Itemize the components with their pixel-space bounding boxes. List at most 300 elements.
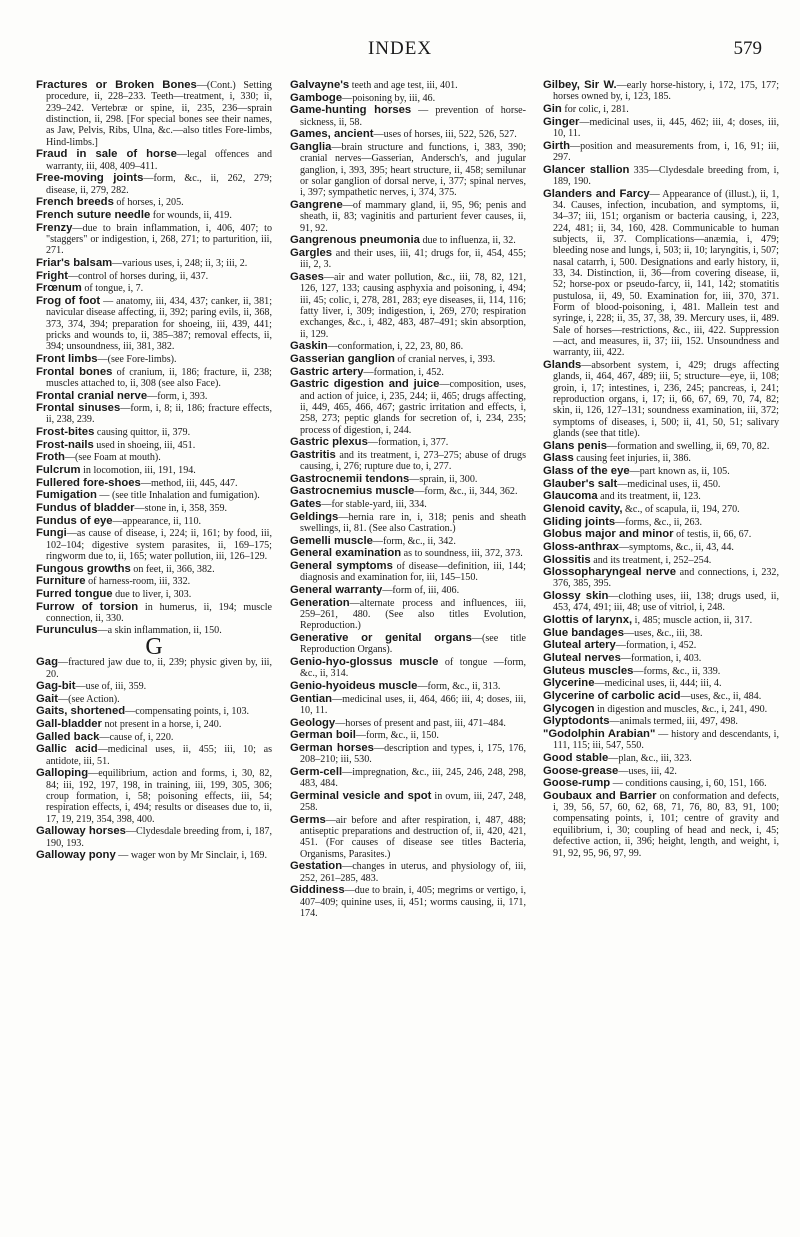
index-entry — [36, 149, 272, 172]
entry-headword: General symptoms — [290, 559, 393, 572]
index-entry — [36, 354, 272, 365]
entry-headword: Girth — [543, 139, 570, 152]
entry-references: —control of horses during, ii, 437. — [68, 270, 209, 282]
entry-references: —form, &c., ii, 150. — [355, 730, 439, 742]
entry-references: —stone in, i, 358, 359. — [134, 502, 228, 514]
entry-headword: Generative or genital organs — [290, 631, 472, 644]
entry-headword: Glycerine of carbolic acid — [543, 689, 681, 702]
entry-headword: Genio-hyoideus muscle — [290, 679, 418, 692]
index-entry — [543, 753, 779, 764]
entry-references: —uses, iii, 42. — [618, 765, 677, 777]
entry-references: —description and types, i, 175, 176, 208–210; iii, 530. — [300, 742, 526, 766]
entry-references: in locomotion, iii, 191, 194. — [80, 465, 196, 477]
entry-headword: Generation — [290, 596, 350, 609]
entry-references: —sprain, ii, 300. — [409, 473, 478, 485]
entry-headword: Gasserian ganglion — [290, 352, 395, 365]
entry-headword: Gag-bit — [36, 680, 76, 693]
index-entry — [543, 778, 779, 789]
index-entry — [36, 283, 272, 294]
entry-references: —horses of present and past, iii, 471–484. — [335, 717, 506, 729]
entry-headword: Furniture — [36, 575, 86, 588]
entry-references: —form, &c., ii, 313. — [417, 680, 501, 692]
entry-references: and connections, i, 232, 376, 385, 395. — [553, 567, 779, 590]
entry-references: —changes in uterus, and physiology of, iii, 252, 261–285, 483. — [300, 861, 526, 884]
entry-headword: Glue bandages — [543, 626, 624, 639]
entry-headword: Glycerine — [543, 677, 595, 690]
index-entry — [543, 729, 779, 752]
index-entry — [543, 542, 779, 553]
entry-headword: Glossy skin — [543, 590, 609, 603]
index-entry — [36, 403, 272, 426]
entry-headword: Free-moving joints — [36, 172, 144, 185]
index-entry — [543, 704, 779, 715]
index-entry — [36, 681, 272, 692]
entry-references: —(see title Reproduction Organs). — [300, 632, 526, 656]
index-entry — [543, 691, 779, 702]
entry-headword: Gastric artery — [290, 365, 364, 378]
entry-headword: Furred tongue — [36, 587, 113, 600]
entry-headword: Gates — [290, 498, 322, 511]
index-entry — [290, 767, 526, 790]
entry-references: due to liver, i, 303. — [112, 588, 192, 600]
entry-headword: Fungi — [36, 527, 67, 540]
entry-headword: Glenoid cavity, — [543, 502, 623, 515]
entry-headword: Giddiness — [290, 884, 345, 897]
index-entry — [543, 479, 779, 490]
entry-references: —Clydesdale breeding from, i, 187, 190, 193. — [46, 826, 272, 849]
entry-references: &c., of scapula, ii, 194, 270. — [622, 503, 740, 515]
entry-references: —a skin inflammation, ii, 150. — [97, 625, 222, 637]
entry-references: —medicinal uses, ii, 464, 466; iii, 4; doses, iii, 10, 11. — [300, 693, 526, 716]
entry-references: —(see Fore-limbs). — [97, 353, 177, 365]
entry-references: —position and measurements from, i, 16, 91; iii, 297. — [553, 140, 779, 163]
entry-headword: Gaskin — [290, 340, 328, 353]
entry-references: —appearance, ii, 110. — [112, 515, 202, 527]
entry-references: teeth and age test, iii, 401. — [349, 80, 458, 91]
entry-headword: Furrow of torsion — [36, 600, 139, 613]
index-entry — [543, 117, 779, 140]
entry-references: —of mammary gland, ii, 95, 96; penis and sheath, ii, 83; vaginitis and parturient fever causes, ii, 91, 92. — [300, 199, 526, 234]
entry-references: not present in a horse, i, 240. — [101, 719, 222, 731]
entry-references: —forms, &c., ii, 339. — [633, 665, 721, 677]
entry-headword: Glottis of larynx, — [543, 614, 633, 627]
entry-references: —various uses, i, 248; ii, 3; iii, 2. — [112, 257, 248, 269]
entry-headword: General warranty — [290, 583, 383, 596]
entry-headword: Gentian — [290, 692, 333, 705]
entry-references: —equilibrium, action and forms, i, 30, 82, 84; iii, 192, 197, 198, in training, iii, 199, 305, 306; croup formation, i, 58; poisoning effects, iii, 54; respiration effects, i, 494; results or diseases due to, ii, 17, 19, 219, 354, 398, 400. — [46, 768, 272, 825]
index-column-3 — [543, 80, 779, 860]
entry-headword: Gallic acid — [36, 743, 98, 756]
entry-references: in humerus, ii, 194; muscle connection, ii, 330. — [46, 601, 272, 624]
index-entry — [290, 633, 526, 656]
index-entry — [543, 360, 779, 439]
entry-references: — anatomy, iii, 434, 437; canker, ii, 381; navicular disease affecting, ii, 392; paring evils, ii, 368, 373, 374, 394; preparation for shoeing, iii, 439, 441; pricks and wounds to, ii, 385–387; removal effects, ii, 394; unsoundness, iii, 381, 382. — [46, 295, 272, 353]
entry-headword: Glass — [543, 452, 574, 465]
entry-headword: Genio-hyo-glossus muscle — [290, 655, 439, 668]
entry-headword: Glass of the eye — [543, 465, 630, 478]
index-entry — [36, 768, 272, 825]
entry-references: for colic, i, 281. — [561, 103, 629, 115]
index-entry — [36, 391, 272, 402]
index-entry — [36, 465, 272, 476]
index-entry — [290, 105, 526, 128]
entry-headword: Gag — [36, 656, 58, 669]
entry-headword: Geology — [290, 716, 336, 729]
entry-headword: Glans penis — [543, 439, 608, 452]
entry-references: as to soundness, iii, 372, 373. — [401, 548, 523, 560]
index-entry — [290, 548, 526, 559]
index-entry — [36, 576, 272, 587]
index-entry — [543, 504, 779, 515]
index-entry — [543, 766, 779, 777]
index-entry — [36, 223, 272, 257]
entry-headword: Geldings — [290, 510, 339, 523]
index-column-2 — [290, 80, 526, 921]
index-entry — [543, 80, 779, 103]
index-entry — [36, 706, 272, 717]
entry-headword: Galvayne's — [290, 79, 350, 91]
entry-references: of disease—definition, iii, 144; diagnosis and examination for, iii, 145–150. — [300, 560, 526, 584]
entry-headword: Frontal cranial nerve — [36, 389, 148, 402]
entry-headword: Frost-nails — [36, 438, 94, 451]
entry-references: and its treatment, ii, 123. — [597, 491, 701, 503]
entry-references: —early horse-history, i, 172, 175, 177; horses owned by, i, 123, 185. — [553, 80, 779, 103]
entry-references: —conformation, i, 22, 23, 80, 86. — [327, 341, 464, 353]
index-entry — [543, 640, 779, 651]
index-entry — [290, 93, 526, 104]
index-entry — [543, 567, 779, 590]
entry-headword: Gluteal nerves — [543, 652, 621, 665]
entry-headword: Germs — [290, 813, 326, 826]
index-entry — [36, 657, 272, 680]
index-entry — [290, 743, 526, 766]
entry-headword: French breeds — [36, 196, 114, 209]
entry-references: i, 485; muscle action, ii, 317. — [632, 615, 753, 627]
index-entry — [290, 379, 526, 436]
entry-headword: Glossitis — [543, 553, 591, 566]
entry-references: —formation, i, 377. — [367, 437, 449, 449]
index-entry — [543, 141, 779, 164]
entry-references: of harness-room, iii, 332. — [85, 576, 191, 588]
entry-references: —cause of, i, 220. — [99, 731, 174, 743]
entry-headword: Froth — [36, 451, 65, 464]
entry-references: —symptoms, &c., ii, 43, 44. — [618, 541, 734, 553]
index-entry — [543, 628, 779, 639]
entry-references: and its treatment, i, 273–275; abuse of drugs causing, i, 276; rupture due to, i, 277. — [300, 449, 526, 473]
entry-references: —form, &c., ii, 342. — [372, 535, 456, 547]
index-entry — [36, 367, 272, 390]
index-entry — [36, 452, 272, 463]
index-entry — [290, 354, 526, 365]
entry-headword: French suture needle — [36, 208, 151, 221]
entry-references: —form, i, 393. — [147, 390, 208, 402]
entry-headword: Gastric digestion and juice — [290, 378, 440, 391]
entry-headword: Gilbey, Sir W. — [543, 79, 617, 91]
entry-references: —(see Foam at mouth). — [64, 452, 161, 464]
entry-headword: Ganglia — [290, 140, 332, 153]
index-entry — [290, 367, 526, 378]
index-entry — [290, 561, 526, 584]
entry-headword: Gastric plexus — [290, 436, 368, 449]
index-entry — [36, 528, 272, 562]
index-entry — [36, 602, 272, 625]
index-entry — [543, 441, 779, 452]
entry-references: and their uses, iii, 41; drugs for, ii, 454, 455; iii, 2, 3. — [300, 247, 526, 271]
entry-references: —medicinal uses, ii, 444; iii, 4. — [594, 678, 722, 690]
index-entry — [290, 730, 526, 741]
entry-references: —for stable-yard, iii, 334. — [321, 499, 427, 511]
entry-references: — Appearance of (illust.), ii, 1, 34. Causes, infection, incubation, and symptoms, ii, 34–37; iii, 151; organism or bacteria causing, i, 223, 224, 481; ii, 34, 160, 428. Communicable to human subjects, ii, 37. Complications—anæmia, i, 479; bleeding nose and lungs, i, 503; ii, 10; laryngitis, i, 507; nasal catarrh, i, 500. Designations and early history, ii, 33, 34. Distinction, ii, 36—from covering disease, ii, 52; horse-pox or pseudo-farcy, ii, 141, 142; stomatitis pustulosa, ii, 49, 50. Examination for, iii, 370, 371. Form of blood-poisoning, i, 481. Mallein test and syringe, i, 228; ii, 35, 37, 38, 39. Mercury uses, ii, 489. Sale of horses—restrictions, &c., iii, 422. Suppression—act, and measures, ii, 37; iii, 152. Unsoundness and warranty, iii, 422. — [553, 188, 779, 359]
entry-references: —medicinal uses, ii, 450. — [617, 478, 721, 490]
entry-headword: Glaucoma — [543, 490, 598, 503]
index-entry — [36, 478, 272, 489]
index-entry — [290, 248, 526, 271]
entry-references: —impregnation, &c., iii, 245, 246, 248, 298, 483, 484. — [300, 766, 526, 790]
entry-headword: Gliding joints — [543, 515, 616, 528]
entry-headword: Fulcrum — [36, 464, 81, 477]
entry-references: of testis, ii, 66, 67. — [673, 529, 752, 541]
entry-headword: Glancer stallion — [543, 163, 630, 176]
index-entry — [543, 555, 779, 566]
entry-headword: Germ-cell — [290, 765, 343, 778]
entry-references: —(see Action). — [57, 693, 120, 705]
entry-references: in ovum, iii, 247, 248, 258. — [300, 790, 527, 814]
index-entry — [290, 815, 526, 860]
entry-references: —uses, &c., iii, 38. — [623, 627, 703, 639]
entry-headword: German horses — [290, 741, 374, 754]
index-entry — [36, 694, 272, 705]
entry-references: of horses, i, 205. — [113, 197, 184, 209]
entry-references: for wounds, ii, 419. — [150, 209, 232, 221]
entry-headword: Frost-bites — [36, 426, 95, 439]
entry-headword: Gastritis — [290, 448, 336, 461]
index-entry — [290, 694, 526, 717]
entry-headword: Good stable — [543, 751, 609, 764]
entry-headword: Front limbs — [36, 352, 98, 365]
entry-references: —method, iii, 445, 447. — [140, 477, 238, 489]
entry-headword: General examination — [290, 547, 402, 560]
index-entry — [543, 678, 779, 689]
entry-references: —air before and after respiration, i, 487, 488; antiseptic preparations and destruction of, ii, 420, 421, 451. (For causes of disease see titles Bacteria, Organisms, Parasites.) — [300, 814, 526, 860]
entry-references: —hernia rare in, i, 318; penis and sheath swellings, ii, 81. (See also Castration.) — [300, 511, 526, 535]
index-entry — [36, 516, 272, 527]
entry-references: —animals termed, iii, 497, 498. — [609, 716, 738, 728]
entry-references: of tongue —form, &c., ii, 314. — [300, 656, 526, 680]
index-entry — [36, 296, 272, 353]
index-entry — [36, 850, 272, 861]
entry-references: —form, &c., ii, 262, 279; disease, ii, 279, 282. — [46, 173, 272, 196]
entry-references: —compensating points, i, 103. — [125, 706, 250, 718]
page-title: INDEX — [367, 38, 433, 59]
entry-headword: Gangrenous pneumonia — [290, 234, 420, 247]
entry-headword: Fraud in sale of horse — [36, 148, 177, 161]
entry-headword: Goubaux and Barrier — [543, 789, 657, 802]
entry-headword: Frenzy — [36, 221, 73, 234]
entry-headword: Fright — [36, 269, 68, 282]
entry-headword: Gloss-anthrax — [543, 540, 619, 553]
entry-references: used in shoeing, iii, 451. — [93, 439, 196, 451]
index-entry — [290, 437, 526, 448]
entry-headword: Gin — [543, 102, 562, 115]
index-entry — [290, 585, 526, 596]
entry-references: —formation, i, 403. — [620, 653, 702, 665]
entry-references: —forms, &c., ii, 263. — [615, 516, 703, 528]
entry-headword: Glauber's salt — [543, 477, 618, 490]
entry-headword: Gemelli muscle — [290, 534, 373, 547]
entry-references: —alternate process and influences, iii, 259–261, 480. (See also titles Evolution, Reproduction.) — [300, 597, 526, 632]
entry-headword: Glycogen — [543, 702, 595, 715]
index-entry — [290, 235, 526, 246]
entry-references: —due to brain inflammation, i, 406, 407; to "staggers" or indigestion, i, 268, 271; to parturition, iii, 271. — [46, 222, 272, 257]
index-entry — [36, 80, 272, 148]
entry-headword: Galloping — [36, 767, 89, 780]
index-entry — [36, 826, 272, 849]
entry-references: — (see title Inhalation and fumigation). — [96, 490, 260, 502]
index-entry — [290, 341, 526, 352]
entry-references: —formation, i, 452. — [363, 366, 444, 378]
index-entry — [290, 474, 526, 485]
entry-references: —legal offences and warranty, iii, 408, 409–411. — [46, 149, 272, 172]
entry-references: —medicinal uses, ii, 455; iii, 10; as antidote, iii, 51. — [46, 744, 272, 767]
entry-headword: German boil — [290, 729, 356, 742]
entry-references: —use of, iii, 359. — [75, 681, 147, 693]
entry-headword: Gaits, shortened — [36, 705, 126, 718]
entry-headword: Gastrocnemius muscle — [290, 485, 415, 498]
entry-references: —form, &c., ii, 344, 362. — [414, 486, 518, 498]
entry-headword: Game-hunting horses — [290, 104, 412, 117]
entry-references: —form, i, 8; ii, 186; fracture effects, ii, 238, 239. — [46, 403, 272, 426]
entry-references: — conditions causing, i, 60, 151, 166. — [610, 778, 767, 790]
entry-headword: Fundus of bladder — [36, 501, 135, 514]
index-entry — [543, 615, 779, 626]
section-letter: G — [145, 633, 163, 660]
entry-headword: Galled back — [36, 730, 100, 743]
index-entry — [290, 80, 526, 91]
index-entry — [290, 450, 526, 473]
entry-references: — history and descendants, i, 111, 115; iii, 547, 550. — [553, 728, 779, 752]
index-entry — [36, 503, 272, 514]
entry-headword: Frontal sinuses — [36, 402, 121, 415]
page-number: 579 — [733, 38, 762, 59]
index-entry — [36, 719, 272, 730]
index-entry — [290, 536, 526, 547]
index-entry — [290, 512, 526, 535]
entry-references: —poisoning by, iii, 46. — [342, 92, 436, 104]
index-entry — [543, 716, 779, 727]
entry-references: —absorbent system, i, 429; drugs affecting glands, ii, 464, 467, 489; iii, 5; structure—eye, ii, 108; groin, i, 17; intestines, i, 236, 245; pancreas, i, 241; reproduction organs, i, 17; ii, 66, 67, 69, 70, 74, 82; skin, ii, 126, 127–131; soundness examination, iii, 372; symptoms of diseases, i, 500; ii, 41, 50, 51; salivary glands (see that title). — [553, 360, 779, 440]
entry-references: —due to brain, i, 405; megrims or vertigo, i, 407–409; quinine uses, ii, 451; worms causing, ii, 171, 174. — [300, 885, 526, 920]
entry-headword: Gall-bladder — [36, 718, 102, 731]
index-entry — [36, 732, 272, 743]
entry-headword: Goose-rump — [543, 777, 611, 790]
entry-references: —uses of horses, iii, 522, 526, 527. — [373, 129, 517, 141]
index-entry — [36, 210, 272, 221]
entry-references: —as cause of disease, i, 224; ii, 161; by food, iii, 102–104; digestive system parasites, ii, 169–175; ringworm due to, ii, 165; water pollution, iii, 126–129. — [46, 528, 272, 562]
index-entry — [543, 666, 779, 677]
entry-references: —(Cont.) Setting procedure, ii, 228–233. Teeth—treatment, i, 330; ii, 239–242. Vertebræ or spine, ii, 235, 236—sprain distinction, ii, 298. [For special bones see their names, as Jaw, Pelvis, Ribs, Ulna, &c.—also titles Fore-limbs, Hind-limbs.] — [46, 80, 272, 148]
entry-headword: Fullered fore-shoes — [36, 476, 141, 489]
entry-references: causing quittor, ii, 379. — [94, 427, 191, 439]
entry-headword: Glands — [543, 359, 582, 372]
entry-headword: Gamboge — [290, 91, 343, 104]
entry-headword: Glyptodonts — [543, 715, 610, 728]
entry-headword: Germinal vesicle and spot — [290, 789, 432, 802]
entry-references: —form of, iii, 406. — [382, 584, 460, 596]
index-entry — [543, 189, 779, 359]
index-entry — [543, 517, 779, 528]
entry-headword: Fungous growths — [36, 562, 131, 575]
entry-references: due to influenza, ii, 32. — [419, 235, 516, 247]
page-header — [0, 38, 800, 62]
entry-references: —formation, i, 452. — [615, 640, 697, 652]
index-entry — [543, 104, 779, 115]
entry-references: causing feet injuries, ii, 386. — [573, 453, 691, 465]
index-entry — [290, 129, 526, 140]
index-entry — [36, 427, 272, 438]
entry-references: —medicinal uses, ii, 445, 462; iii, 4; doses, iii, 10, 11. — [553, 116, 779, 139]
entry-headword: Gait — [36, 692, 58, 705]
entry-headword: Galloway pony — [36, 849, 116, 862]
index-entry — [290, 718, 526, 729]
entry-references: —fractured jaw due to, ii, 239; physic given by, iii, 20. — [46, 657, 272, 680]
entry-references: —part known as, ii, 105. — [629, 466, 730, 478]
entry-references: of cranium, ii, 186; fracture, ii, 238; muscles attached to, ii, 308 (see also Face). — [46, 366, 272, 389]
index-entry — [290, 657, 526, 680]
index-entry — [543, 591, 779, 614]
entry-references: —air and water pollution, &c., iii, 78, 82, 121, 126, 127, 133; causing asphyxia and poisoning, i, 494; iii, 45; colic, i, 278, 281, 283; eye diseases, ii, 114, 116; fatty liver, i, 309; indigestion, i, 269, 270; respiration exchanges, &c., i, 482, 483, 487–491; skin absorption, ii, 129. — [300, 271, 526, 340]
entry-headword: Gestation — [290, 860, 343, 873]
entry-headword: Fundus of eye — [36, 514, 113, 527]
entry-references: —plan, &c., iii, 323. — [608, 752, 692, 764]
index-column-1 — [36, 80, 272, 863]
index-entry — [290, 885, 526, 919]
index-entry — [36, 440, 272, 451]
entry-headword: Furunculus — [36, 624, 98, 637]
entry-references: —uses, &c., ii, 484. — [680, 690, 762, 702]
index-entry — [290, 598, 526, 632]
entry-headword: Gases — [290, 270, 324, 283]
index-entry — [290, 791, 526, 814]
index-entry — [290, 142, 526, 199]
index-entry — [290, 681, 526, 692]
entry-headword: Goose-grease — [543, 764, 619, 777]
entry-references: — prevention of horse-sickness, ii, 58. — [300, 105, 526, 128]
index-entry — [36, 744, 272, 767]
entry-references: of tongue, i, 7. — [81, 283, 144, 295]
entry-headword: Galloway horses — [36, 825, 126, 838]
index-entry — [543, 791, 779, 859]
entry-references: — wager won by Mr Sinclair, i, 169. — [115, 850, 267, 862]
index-entry — [36, 271, 272, 282]
entry-references: —formation and swelling, ii, 69, 70, 82. — [607, 440, 770, 452]
entry-headword: Games, ancient — [290, 128, 374, 141]
entry-headword: Gangrene — [290, 198, 343, 211]
entry-headword: Gastrocnemii tendons — [290, 472, 410, 485]
index-entry — [543, 491, 779, 502]
entry-headword: Frontal bones — [36, 365, 113, 378]
index-entry — [290, 200, 526, 234]
index-entry — [543, 165, 779, 188]
index-entry — [36, 589, 272, 600]
entry-references: on conformation and defects, i, 39, 56, 57, 60, 62, 68, 71, 76, 80, 83, 91, 100; compensating points, i, 101; centre of gravity and equilibrium, i, 30; coupling of head and neck, i, 45; defective action, ii, 396; height, length, and weight, i, 91, 92, 95, 96, 97, 99. — [553, 790, 779, 859]
index-entry — [543, 453, 779, 464]
index-entry — [290, 499, 526, 510]
entry-references: —brain structure and functions, i, 383, 390; cranial nerves—Gasserian, Andersch's, and jugular ganglion, i, 393, 395; heart structure, ii, 458; semilunar or solar ganglion of dorsal nerve, i, 377; spinal nerves, i, 397; sympathetic nerves, i, 374, 375. — [300, 141, 526, 199]
entry-references: of cranial nerves, i, 393. — [394, 353, 496, 365]
entry-references: in digestion and muscles, &c., i, 241, 490. — [594, 703, 768, 715]
index-entry — [36, 490, 272, 501]
entry-headword: Gluteal artery — [543, 639, 616, 652]
